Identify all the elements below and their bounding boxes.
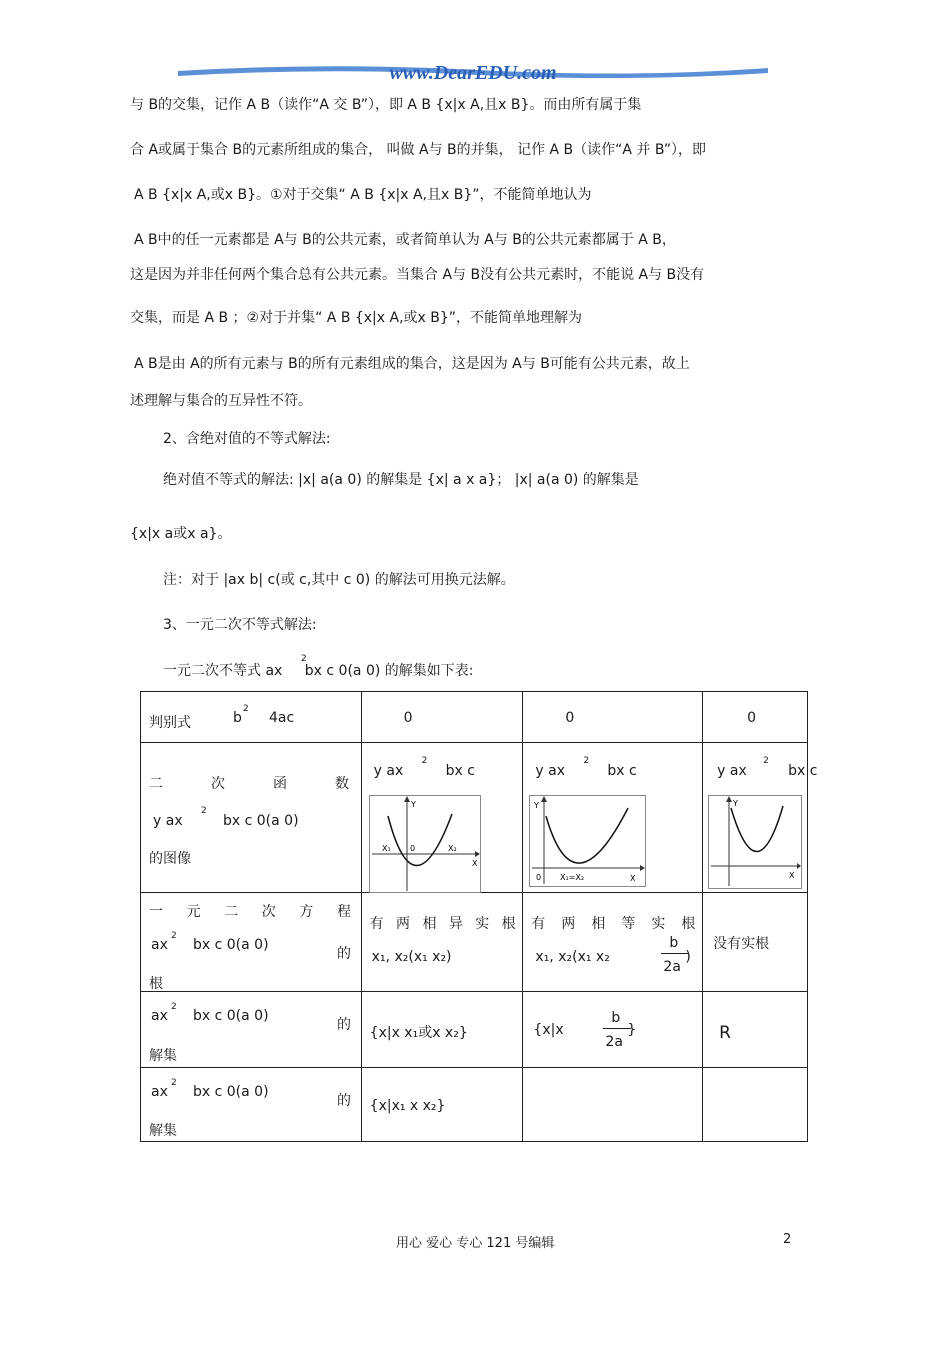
- svg-text:X₂: X₂: [447, 844, 457, 853]
- roots-char: 根: [501, 916, 516, 932]
- lt-solution-double-cell: [523, 1068, 703, 1142]
- svg-text:X: X: [789, 871, 795, 880]
- roots-label-char: 程: [336, 904, 351, 920]
- quadratic-inequality-table: [140, 691, 818, 1142]
- para1-line8: 述理解与集合的互异性不符。: [130, 393, 312, 409]
- graph-label-spread: [149, 773, 349, 793]
- roots-two-distinct-expr: x₁, x₂(x₁ x₂): [371, 949, 452, 965]
- roots-label-de: 的: [337, 946, 351, 962]
- func-expr-a: y ax: [373, 763, 404, 779]
- roots-label-expr-a: ax: [151, 937, 168, 953]
- roots-none: 没有实根: [713, 936, 770, 952]
- table-row-gt-solution: [141, 992, 808, 1068]
- gt-label-expr-a: ax: [151, 1008, 168, 1024]
- roots-char: 等: [621, 916, 636, 932]
- section3-intro-a: 一元二次不等式 ax: [163, 663, 283, 679]
- roots-char: 两: [396, 916, 411, 932]
- roots-double-frac-num: b: [669, 935, 679, 951]
- graph-cell-double-root: [523, 743, 703, 893]
- table-row-equation-roots: [141, 893, 808, 992]
- svg-text:X₁: X₁: [381, 844, 391, 853]
- svg-text:X: X: [471, 859, 478, 868]
- lt-label-de: 的: [337, 1093, 351, 1109]
- func-sup: 2: [763, 756, 769, 766]
- graph-label-expr-a: y ax: [153, 813, 183, 829]
- gt-label-cell: [141, 992, 362, 1068]
- svg-text:X: X: [630, 874, 636, 883]
- graph-label-char: 函: [273, 776, 287, 792]
- disc-positive-cell: [361, 692, 523, 743]
- gt-label-de: 的: [337, 1017, 351, 1033]
- section3-sup: 2: [301, 654, 307, 664]
- parabola-two-roots-icon: [370, 796, 480, 892]
- parabola-graph-no-roots: [708, 795, 802, 889]
- svg-text:Y: Y: [534, 801, 540, 810]
- disc-zero: 0: [565, 710, 575, 726]
- roots-char: 异: [448, 916, 463, 932]
- lt-label-expr-b: bx c 0(a 0): [193, 1084, 269, 1100]
- discriminant-4ac: 4ac: [269, 710, 295, 726]
- svg-text:0: 0: [409, 844, 415, 853]
- section2-abs-line2: {x|x a或x a}。: [130, 526, 232, 542]
- roots-char: 相: [591, 916, 606, 932]
- lt-label-sup: 2: [171, 1078, 177, 1088]
- roots-label-expr-b: bx c 0(a 0): [193, 937, 269, 953]
- roots-double-frac-den: 2a: [663, 959, 681, 975]
- discriminant-b: b: [233, 710, 242, 726]
- roots-label-sup: 2: [171, 931, 177, 941]
- gt-solution-two: {x|x x₁或x x₂}: [369, 1025, 468, 1041]
- gt-solution-double-cell: [523, 992, 703, 1068]
- graph-label-char: 次: [211, 776, 225, 792]
- parabola-double-root-icon: [530, 796, 645, 886]
- graph-label-sup: 2: [201, 806, 207, 816]
- gt-solution-none: R: [719, 1023, 731, 1043]
- gt-label-sup: 2: [171, 1002, 177, 1012]
- graph-cell-two-roots: [361, 743, 523, 893]
- discriminant-label-cell: [141, 692, 362, 743]
- table-row-graph: [141, 743, 808, 893]
- graph-label-char: 二: [149, 776, 163, 792]
- roots-char: 有: [531, 916, 546, 932]
- discriminant-sup: 2: [243, 704, 249, 714]
- func-expr-b: bx c: [788, 763, 818, 779]
- disc-positive: 0: [403, 710, 413, 726]
- roots-label-cell: [141, 893, 362, 992]
- func-expr-a: y ax: [717, 763, 747, 779]
- roots-char: 相: [422, 916, 437, 932]
- svg-text:X₁=X₂: X₁=X₂: [560, 873, 585, 882]
- graph-label-expr-b: bx c 0(a 0): [223, 813, 299, 829]
- lt-solution-none-cell: [703, 1068, 808, 1142]
- site-header-banner: [178, 62, 768, 84]
- table-row-lt-solution: [141, 1068, 808, 1142]
- gt-solution-num: b: [611, 1010, 621, 1026]
- graph-label-cell: [141, 743, 362, 893]
- section3-intro-b: bx c 0(a 0) 的解集如下表:: [304, 663, 474, 679]
- lt-label-tail: 解集: [149, 1123, 177, 1139]
- lt-solution-two-cell: [361, 1068, 523, 1142]
- func-expr-b: bx c: [607, 763, 637, 779]
- site-url[interactable]: www.DearEDU.com: [389, 62, 557, 84]
- gt-solution-none-cell: [703, 992, 808, 1068]
- discriminant-label: 判别式: [149, 715, 191, 731]
- gt-solution-two-cell: [361, 992, 523, 1068]
- roots-char: 两: [561, 916, 576, 932]
- parabola-graph-double-root: [529, 795, 646, 887]
- roots-char: 实: [475, 916, 490, 932]
- roots-label-char: 方: [299, 904, 314, 920]
- parabola-graph-two-roots: [369, 795, 481, 893]
- section3-intro: [163, 654, 474, 680]
- page-number: 2: [783, 1232, 792, 1247]
- para1-line1: 与 B的交集，记作 A B（读作“A 交 B”），即 A B {x|x A,且x B}。而由所有属于集: [130, 97, 642, 113]
- roots-none-cell: [703, 893, 808, 992]
- section2-note: 注：对于 |ax b| c(或 c,其中 c 0) 的解法可用换元法解。: [163, 572, 515, 588]
- roots-label-char: 二: [224, 904, 239, 920]
- para1-line3: A B {x|x A,或x B}。①对于交集“ A B {x|x A,且x B}”，不能简单地认为: [134, 187, 592, 203]
- para1-line2: 合 A或属于集合 B的元素所组成的集合， 叫做 A与 B的并集， 记作 A B（读作“A 并 B”），即: [130, 142, 706, 158]
- func-sup: 2: [583, 756, 590, 766]
- roots-label-tail: 根: [149, 976, 163, 992]
- lt-label-expr-a: ax: [151, 1084, 168, 1100]
- parabola-no-roots-icon: [709, 796, 801, 888]
- gt-solution-close: }: [627, 1022, 637, 1038]
- roots-double-cell: [523, 893, 703, 992]
- disc-negative: 0: [747, 710, 757, 726]
- para1-line6: 交集，而是 A B ；②对于并集“ A B {x|x A,或x B}”，不能简单地理解为: [130, 310, 583, 326]
- section2-abs-line: 绝对值不等式的解法: |x| a(a 0) 的解集是 {x| a x a}； |x| a(a 0) 的解集是: [163, 472, 639, 488]
- roots-char: 实: [651, 916, 666, 932]
- roots-double-spread: [531, 913, 695, 933]
- roots-char: 有: [369, 916, 384, 932]
- svg-text:Y: Y: [410, 800, 416, 809]
- section2-title: 2、含绝对值的不等式解法:: [163, 431, 331, 447]
- roots-label-char: 元: [186, 904, 201, 920]
- lt-label-cell: [141, 1068, 362, 1142]
- disc-zero-cell: [523, 692, 703, 743]
- gt-label-expr-b: bx c 0(a 0): [193, 1008, 269, 1024]
- svg-text:Y: Y: [733, 799, 739, 808]
- para1-line7: A B是由 A的所有元素与 B的所有元素组成的集合，这是因为 A与 B可能有公共元素，故上: [134, 356, 690, 372]
- graph-label-char: 数: [335, 776, 349, 792]
- roots-two-distinct-cell: [361, 893, 523, 992]
- roots-char: 根: [681, 916, 696, 932]
- para1-line4: A B中的任一元素都是 A与 B的公共元素，或者简单认为 A与 B的公共元素都属于 A B，: [134, 232, 676, 248]
- lt-solution-two: {x|x₁ x x₂}: [369, 1098, 446, 1114]
- roots-double-close: ): [685, 949, 691, 965]
- gt-solution-double-a: {x|x: [533, 1022, 564, 1038]
- svg-text:0: 0: [536, 873, 542, 882]
- graph-cell-no-roots: [703, 743, 818, 893]
- func-sup: 2: [421, 756, 428, 766]
- graph-label-tail: 的图像: [149, 851, 191, 867]
- roots-label-char: 一: [149, 904, 163, 920]
- roots-double-expr: x₁, x₂(x₁ x₂: [535, 949, 610, 965]
- table-row-discriminant: [141, 692, 808, 743]
- section3-title: 3、一元二次不等式解法:: [163, 617, 317, 633]
- func-expr-a: y ax: [535, 763, 566, 779]
- footer-text: 用心 爱心 专心 121 号编辑: [396, 1236, 555, 1251]
- gt-solution-den: 2a: [605, 1034, 623, 1050]
- roots-label-char: 次: [261, 904, 276, 920]
- gt-label-tail: 解集: [149, 1048, 177, 1064]
- func-expr-b: bx c: [445, 763, 475, 779]
- roots-two-distinct-spread: [370, 913, 516, 933]
- disc-negative-cell: [703, 692, 808, 743]
- roots-label-spread: [149, 901, 351, 921]
- para1-line5: 这是因为并非任何两个集合总有公共元素。当集合 A与 B没有公共元素时，不能说 A与 B没有: [130, 267, 705, 283]
